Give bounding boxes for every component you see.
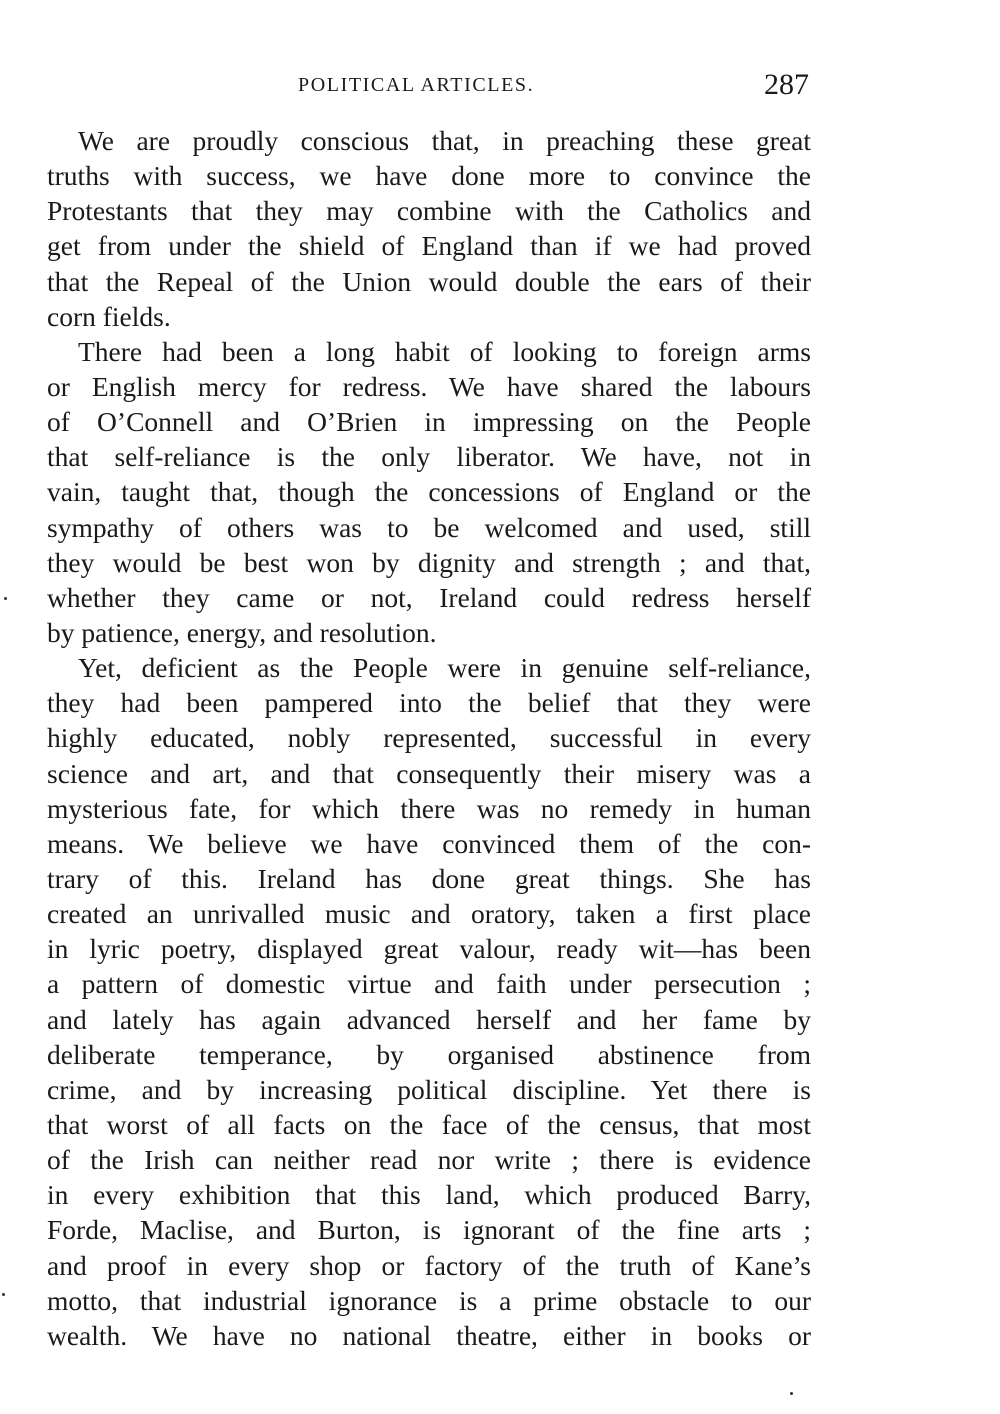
text-line: and lately has again advanced herself and her fame by [47,1003,811,1035]
text-line: by patience, energy, and resolution. [47,616,437,648]
text-line: corn fields. [47,300,171,332]
text-line: crime, and by increasing political discipline. Yet there is [47,1073,811,1105]
text-line: that worst of all facts on the face of the census, that most [47,1108,811,1140]
paper-speck [4,597,7,600]
text-line: highly educated, nobly represented, successful in every [47,722,811,754]
text-line: in lyric poetry, displayed great valour, ready wit—has been [47,933,811,965]
running-head-title: POLITICAL ARTICLES. [298,74,535,96]
text-line: There had been a long habit of looking to foreign arms [78,335,811,367]
text-line: sympathy of others was to be welcomed and used, still [47,511,811,543]
text-line: in every exhibition that this land, which produced Barry, [47,1179,811,1211]
text-line: mysterious fate, for which there was no remedy in human [47,792,811,824]
text-line: that self-reliance is the only liberator. We have, not in [47,441,811,473]
text-line: truths with success, we have done more to convince the [47,160,811,192]
text-line: get from under the shield of England than if we had proved [47,230,811,262]
text-line: of the Irish can neither read nor write ; there is evidence [47,1144,811,1176]
text-line: Yet, deficient as the People were in genuine self-reliance, [78,652,811,684]
text-line: of O’Connell and O’Brien in impressing on the People [47,406,811,438]
running-head [0,68,1000,108]
text-line: motto, that industrial ignorance is a prime obstacle to our [47,1284,811,1316]
paper-speck [2,1293,5,1296]
text-line: Forde, Maclise, and Burton, is ignorant of the fine arts ; [47,1214,811,1246]
text-line: Protestants that they may combine with the Catholics and [47,195,811,227]
paper-speck [790,1392,793,1395]
text-line: science and art, and that consequently their misery was a [47,757,811,789]
body-text [47,123,811,1353]
text-line: and proof in every shop or factory of the truth of Kane’s [47,1249,811,1281]
text-line: a pattern of domestic virtue and faith under persecution ; [47,968,811,1000]
text-line: means. We believe we have convinced them of the con- [47,827,811,859]
text-line: deliberate temperance, by organised abstinence from [47,1038,811,1070]
text-line: created an unrivalled music and oratory, taken a first place [47,898,811,930]
text-line: or English mercy for redress. We have shared the labours [47,370,811,402]
text-line: they had been pampered into the belief that they were [47,687,811,719]
text-line: wealth. We have no national theatre, either in books or [47,1319,811,1351]
text-line: that the Repeal of the Union would double the ears of their [47,265,811,297]
text-line: trary of this. Ireland has done great things. She has [47,862,811,894]
text-line: vain, taught that, though the concessions of England or the [47,476,811,508]
text-line: whether they came or not, Ireland could redress herself [47,581,811,613]
text-line: We are proudly conscious that, in preaching these great [78,125,811,156]
text-line: they would be best won by dignity and strength ; and that, [47,546,811,578]
page-number: 287 [764,68,809,101]
